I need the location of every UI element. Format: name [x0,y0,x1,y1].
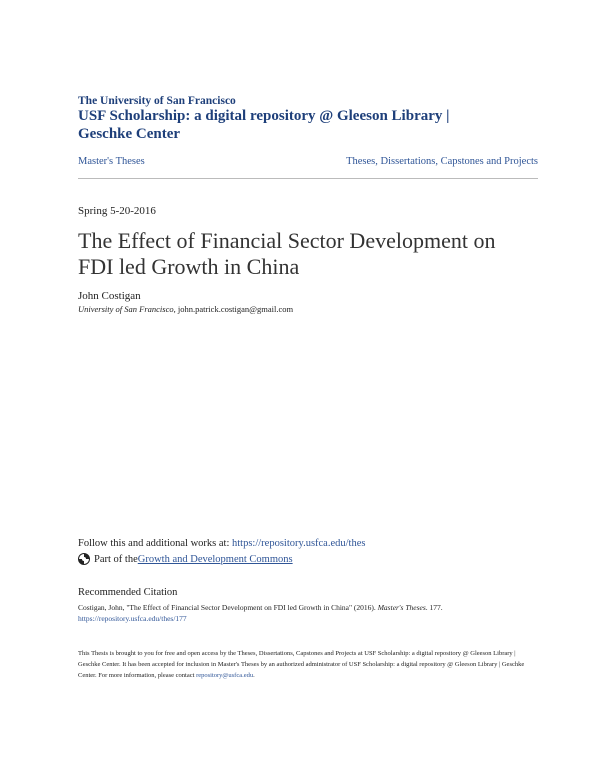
notice-text: This Thesis is brought to you for free and open access by the Theses, Dissertations, Capstones and Projects at USF Scholarship: a digital repository @ Gleeson Library | Geschke Center. It has been accepted for inclusion in Master's Theses by an authorized administrator of USF Scholarship: a digital repository @ Gleeson Library | Geschke Center. For more information, please contact [78,650,525,679]
growth-development-commons-link[interactable]: Growth and Development Commons [137,553,293,565]
access-notice [78,648,530,681]
repository-title[interactable] [78,107,538,143]
notice-end: . [253,672,255,679]
citation-journal: Master's Theses [377,603,426,612]
repository-title-line2: Geschke Center [78,126,181,142]
thesis-title: The Effect of Financial Sector Development on FDI led Growth in China [78,228,496,279]
repository-url-link[interactable]: https://repository.usfca.edu/thes [232,538,366,549]
publication-date: Spring 5-20-2016 [78,205,156,217]
cover-page [78,0,538,776]
header-divider [78,178,538,179]
affiliation-email: , john.patrick.costigan@gmail.com [173,304,294,314]
contact-email-link[interactable]: repository@usfca.edu [196,672,254,679]
recommended-citation-heading: Recommended Citation [78,587,178,598]
author-affiliation [78,304,293,314]
citation-body: Costigan, John, "The Effect of Financial Sector Development on FDI led Growth in China" (2016). [78,603,378,612]
follow-line [78,538,365,549]
theses-collection-link[interactable]: Theses, Dissertations, Capstones and Projects [346,156,538,167]
follow-prefix: Follow this and additional works at: [78,538,232,549]
part-of-prefix: Part of the [94,553,138,565]
masters-theses-link[interactable]: Master's Theses [78,156,145,167]
digital-commons-network-icon [78,553,90,565]
university-name: The University of San Francisco [78,95,236,107]
citation-url-link[interactable]: https://repository.usfca.edu/thes/177 [78,614,187,623]
part-of-line [78,553,293,565]
citation-number: . 177. [425,603,443,612]
author-name: John Costigan [78,290,141,302]
repository-title-line1: USF Scholarship: a digital repository @ Gleeson Library | [78,108,450,124]
citation-text [78,602,538,624]
affiliation-institution: University of San Francisco [78,304,174,314]
